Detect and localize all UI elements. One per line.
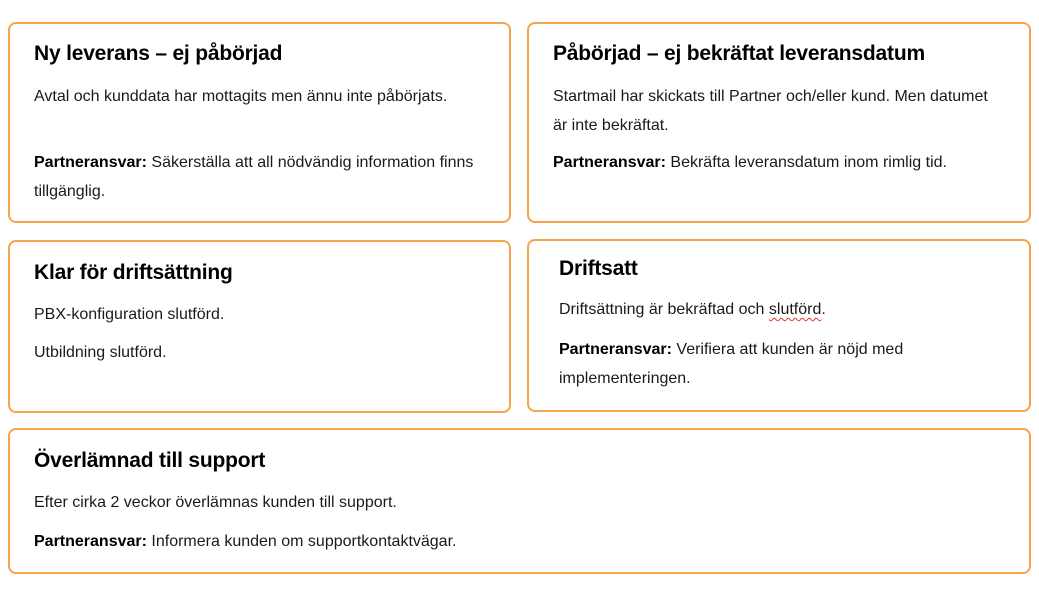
responsibility-label: Partneransvar:	[34, 154, 147, 171]
description-text: Driftsättning är bekräftad och	[559, 301, 769, 318]
card-title: Överlämnad till support	[34, 449, 266, 472]
card-line: PBX-konfiguration slutförd.	[34, 306, 225, 323]
card-responsibility	[34, 527, 934, 556]
card-title: Påbörjad – ej bekräftat leveransdatum	[553, 42, 925, 65]
card-title: Driftsatt	[559, 257, 638, 280]
responsibility-text: Verifiera att kunden är nöjd med implementeringen.	[559, 341, 904, 387]
card-responsibility	[34, 148, 474, 206]
status-card-overlamnad-till-support	[8, 428, 1031, 574]
card-responsibility	[553, 148, 1023, 177]
responsibility-label: Partneransvar:	[553, 154, 666, 171]
card-title: Klar för driftsättning	[34, 261, 233, 284]
status-card-ny-leverans	[8, 22, 511, 223]
card-description	[559, 295, 999, 324]
card-description: Avtal och kunddata har mottagits men ännu inte påbörjats.	[34, 88, 448, 105]
responsibility-label: Partneransvar:	[34, 533, 147, 550]
card-description: Efter cirka 2 veckor överlämnas kunden till support.	[34, 494, 397, 511]
responsibility-text: Bekräfta leveransdatum inom rimlig tid.	[670, 154, 947, 171]
responsibility-text: Informera kunden om supportkontaktvägar.	[151, 533, 457, 550]
status-card-paborjad	[527, 22, 1031, 223]
spellcheck-flagged-word[interactable]: slutförd	[768, 301, 822, 318]
status-card-driftsatt	[527, 239, 1031, 412]
responsibility-text: Säkerställa att all nödvändig information finns tillgänglig.	[34, 154, 474, 200]
card-description: Startmail har skickats till Partner och/eller kund. Men datumet är inte bekräftat.	[553, 88, 988, 134]
card-title: Ny leverans – ej påbörjad	[34, 42, 283, 65]
status-card-klar-for-driftsattning	[8, 240, 511, 413]
responsibility-label: Partneransvar:	[559, 341, 672, 358]
card-responsibility	[559, 335, 979, 393]
card-line: Utbildning slutförd.	[34, 344, 167, 361]
description-end: .	[821, 301, 826, 318]
